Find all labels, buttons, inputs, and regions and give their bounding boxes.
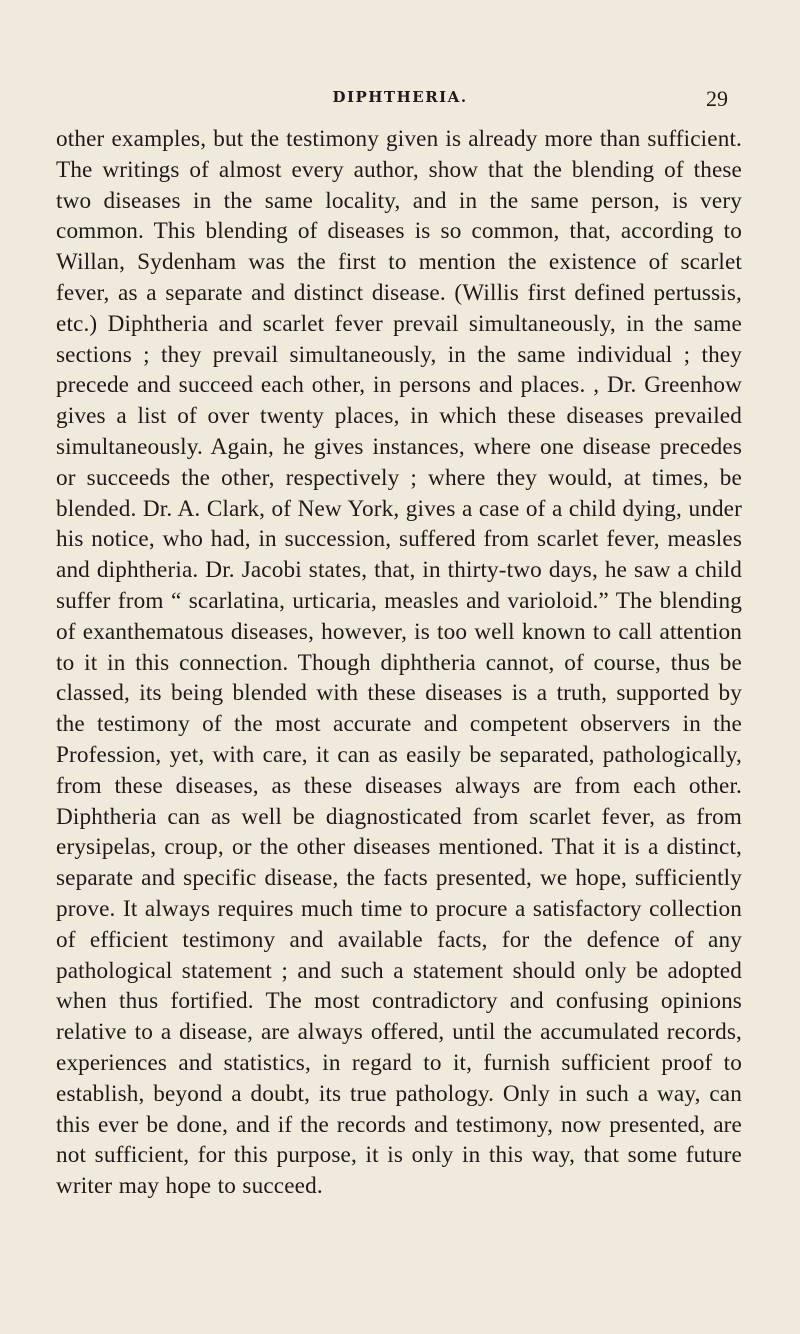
- page-number: 29: [706, 86, 728, 111]
- body-paragraph: other examples, but the testimony given is already more than sufficient. The writings of almost every author, show that the blending of these two diseases in the same locality, and in the same person, is very common. This blending of diseases is so common, that, according to Willan, Sydenham was the first to mention the existence of scarlet fever, as a separate and distinct disease. (Willis first defined pertussis, etc.) Diphtheria and scarlet fever prevail simultaneously, in the same sections ; they prevail simultaneously, in the same individual ; they precede and succeed each other, in persons and places. , Dr. Greenhow gives a list of over twenty places, in which these diseases prevailed simultaneously. Again, he gives instances, where one disease precedes or succeeds the other, respectively ; where they would, at times, be blended. Dr. A. Clark, of New York, gives a case of a child dying, under his notice, who had, in succession, suffered from scarlet fever, measles and diphtheria. Dr. Jacobi states, that, in thirty-two days, he saw a child suffer from “ scarlatina, urticaria, measles and varioloid.” The blending of exanthematous diseases, however, is too well known to call attention to it in this connection. Though diphtheria cannot, of course, thus be classed, its being blended with these diseases is a truth, supported by the testimony of the most accurate and competent observers in the Profession, yet, with care, it can as easily be separated, pathologically, from these diseases, as these diseases always are from each other. Diphtheria can as well be diagnosticated from scarlet fever, as from erysipelas, croup, or the other diseases mentioned. That it is a distinct, separate and specific disease, the facts presented, we hope, sufficiently prove. It always requires much time to procure a satisfactory collection of efficient testimony and available facts, for the defence of any pathological statement ; and such a statement should only be adopted when thus fortified. The most contradictory and confusing opinions relative to a disease, are always offered, until the accumulated records, experiences and statistics, in regard to it, furnish sufficient proof to establish, beyond a doubt, its true pathology. Only in such a way, can this ever be done, and if the records and testimony, now presented, are not sufficient, for this purpose, it is only in this way, that some future writer may hope to succeed.: [56, 126, 742, 1200]
- running-head: [0, 86, 800, 116]
- running-title: DIPHTHERIA.: [332, 88, 468, 106]
